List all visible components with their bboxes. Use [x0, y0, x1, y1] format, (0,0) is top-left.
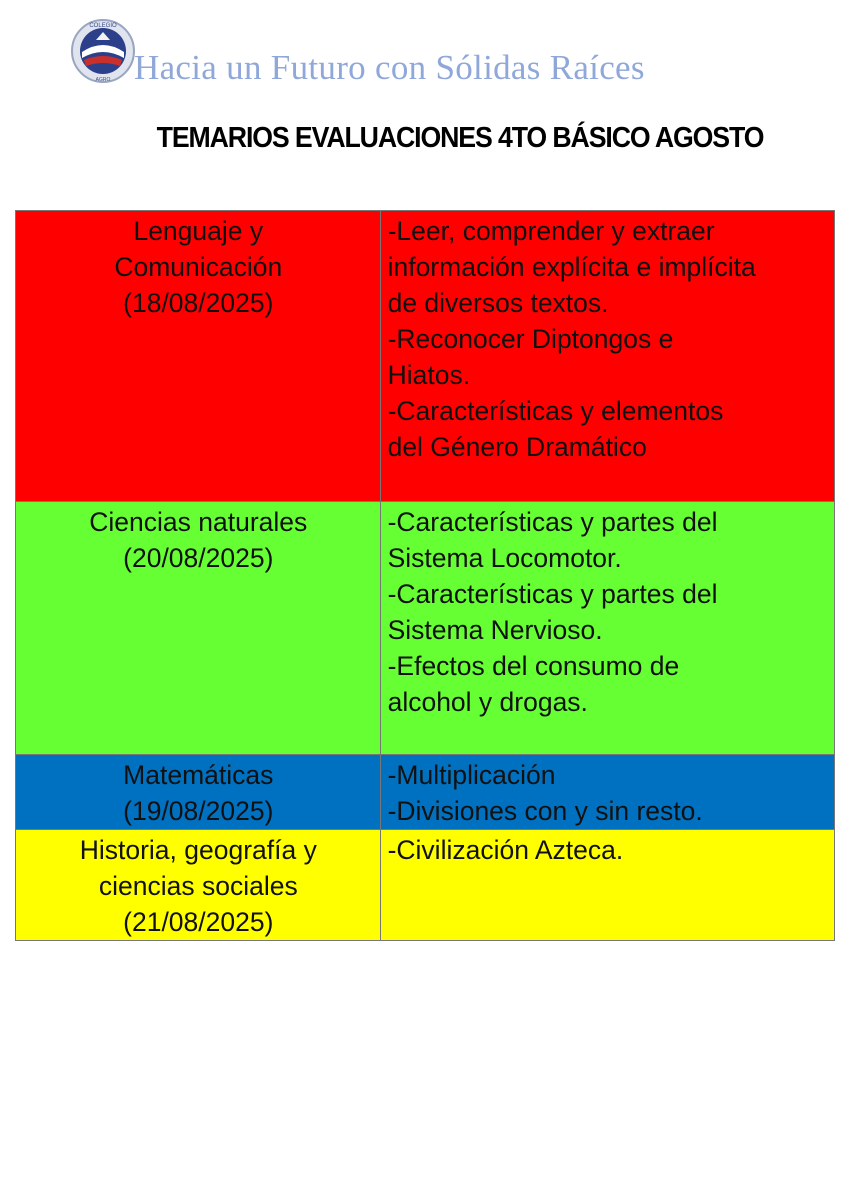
topic-line: del Género Dramático — [387, 432, 647, 462]
school-crest-icon — [70, 18, 136, 84]
page-header — [70, 18, 830, 88]
topics-cell — [380, 755, 834, 830]
table-row — [16, 755, 835, 830]
subject-name: Ciencias naturales — [89, 507, 308, 537]
subject-name: Matemáticas — [123, 760, 274, 790]
topic-line: Sistema Nervioso. — [387, 615, 603, 645]
exam-date: (20/08/2025) — [123, 543, 274, 573]
subject-cell — [16, 211, 381, 502]
page-title: TEMARIOS EVALUACIONES 4TO BÁSICO AGOSTO — [156, 122, 764, 154]
exam-schedule-table — [15, 210, 835, 941]
exam-date: (19/08/2025) — [123, 796, 274, 826]
subject-name: Lenguaje y — [133, 216, 264, 246]
topics-cell — [380, 502, 834, 755]
topic-line: alcohol y drogas. — [387, 687, 588, 717]
topics-cell — [380, 830, 834, 941]
topic-line: -Civilización Azteca. — [387, 835, 624, 865]
subject-name: Historia, geografía y — [79, 835, 317, 865]
subject-cell — [16, 755, 381, 830]
topic-line: de diversos textos. — [387, 288, 609, 318]
topics-cell — [380, 211, 834, 502]
exam-date: (21/08/2025) — [123, 907, 274, 937]
table-row — [16, 502, 835, 755]
topic-line: -Características y elementos — [387, 396, 724, 426]
table-row — [16, 830, 835, 941]
topic-line: Hiatos. — [387, 360, 471, 390]
topic-line: -Multiplicación — [387, 760, 556, 790]
topic-line: -Leer, comprender y extraer — [387, 216, 715, 246]
logo-top-text: COLEGIO — [89, 23, 117, 29]
topic-line: -Reconocer Diptongos e — [387, 324, 674, 354]
logo-bottom-text: AGRO — [95, 77, 111, 83]
topic-line: información explícita e implícita — [387, 252, 756, 282]
subject-cell — [16, 830, 381, 941]
school-motto: Hacia un Futuro con Sólidas Raíces — [134, 48, 645, 87]
subject-name: ciencias sociales — [98, 871, 298, 901]
topic-line: -Características y partes del — [387, 579, 718, 609]
exam-date: (18/08/2025) — [123, 288, 274, 318]
topic-line: Sistema Locomotor. — [387, 543, 622, 573]
topic-line: -Divisiones con y sin resto. — [387, 796, 703, 826]
topic-line: -Efectos del consumo de — [387, 651, 680, 681]
subject-cell — [16, 502, 381, 755]
topic-line: -Características y partes del — [387, 507, 718, 537]
subject-name: Comunicación — [114, 252, 283, 282]
table-row — [16, 211, 835, 502]
